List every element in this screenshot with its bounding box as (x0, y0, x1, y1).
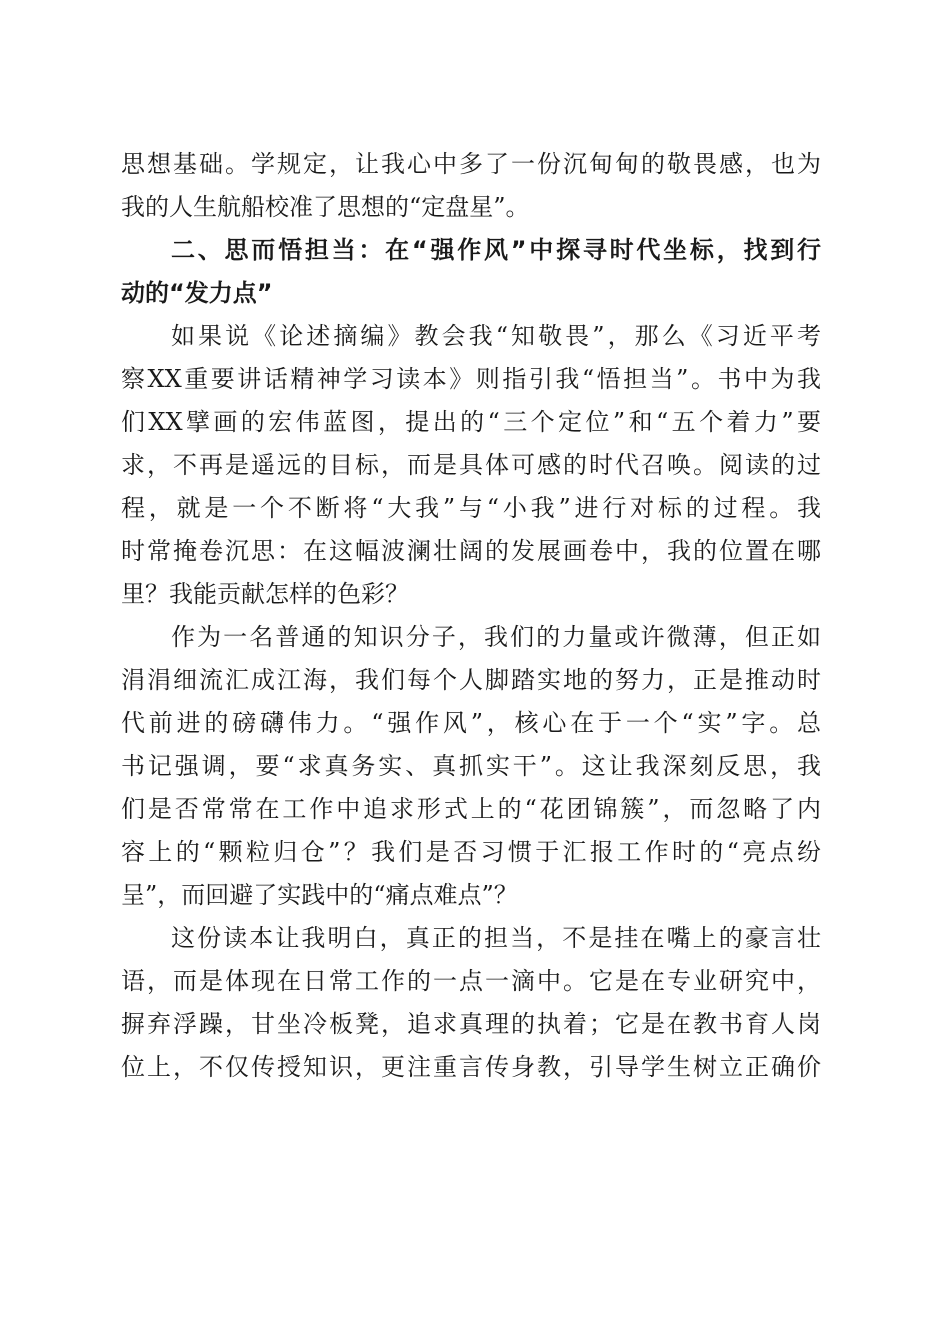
text-line: 里？我能贡献怎样的色彩？ (121, 580, 409, 608)
paragraph (121, 315, 821, 616)
text-line: 作为一名普通的知识分子，我们的力量或许微薄，但正如 (171, 623, 821, 651)
document-page (121, 143, 821, 1089)
text-line: 求，不再是遥远的目标，而是具体可感的时代召唤。阅读的过 (121, 451, 821, 479)
text-line: 们是否常常在工作中追求形式上的“花团锦簇”，而忽略了内 (121, 795, 821, 823)
text-line: 察XX重要讲话精神学习读本》则指引我“悟担当”。书中为我 (121, 365, 821, 393)
text-line: 这份读本让我明白，真正的担当，不是挂在嘴上的豪言壮 (171, 924, 821, 952)
heading-line: 二、思而悟担当：在“强作风”中探寻时代坐标，找到行 (171, 236, 821, 264)
paragraph (121, 616, 821, 917)
text-line: 我的人生航船校准了思想的“定盘星”。 (121, 193, 530, 221)
text-line: 书记强调，要“求真务实、真抓实干”。这让我深刻反思，我 (121, 752, 821, 780)
text-line: 代前进的磅礴伟力。“强作风”，核心在于一个“实”字。总 (121, 709, 821, 737)
text-line: 程，就是一个不断将“大我”与“小我”进行对标的过程。我 (121, 494, 821, 522)
text-line: 容上的“颗粒归仓”？我们是否习惯于汇报工作时的“亮点纷 (121, 838, 821, 866)
paragraph-continued (121, 143, 821, 229)
paragraph (121, 917, 821, 1089)
text-line: 位上，不仅传授知识，更注重言传身教，引导学生树立正确价 (121, 1053, 821, 1081)
text-line: 们XX擘画的宏伟蓝图，提出的“三个定位”和“五个着力”要 (121, 408, 821, 436)
text-line: 呈”，而回避了实践中的“痛点难点”？ (121, 881, 518, 909)
text-line: 思想基础。学规定，让我心中多了一份沉甸甸的敬畏感，也为 (121, 150, 821, 178)
text-line: 如果说《论述摘编》教会我“知敬畏”，那么《习近平考 (171, 322, 821, 350)
text-line: 涓涓细流汇成江海，我们每个人脚踏实地的努力，正是推动时 (121, 666, 821, 694)
section-heading (121, 229, 821, 315)
heading-line: 动的“发力点” (121, 279, 273, 307)
text-line: 摒弃浮躁，甘坐冷板凳，追求真理的执着；它是在教书育人岗 (121, 1010, 821, 1038)
text-line: 时常掩卷沉思：在这幅波澜壮阔的发展画卷中，我的位置在哪 (121, 537, 821, 565)
text-line: 语，而是体现在日常工作的一点一滴中。它是在专业研究中， (121, 967, 821, 995)
